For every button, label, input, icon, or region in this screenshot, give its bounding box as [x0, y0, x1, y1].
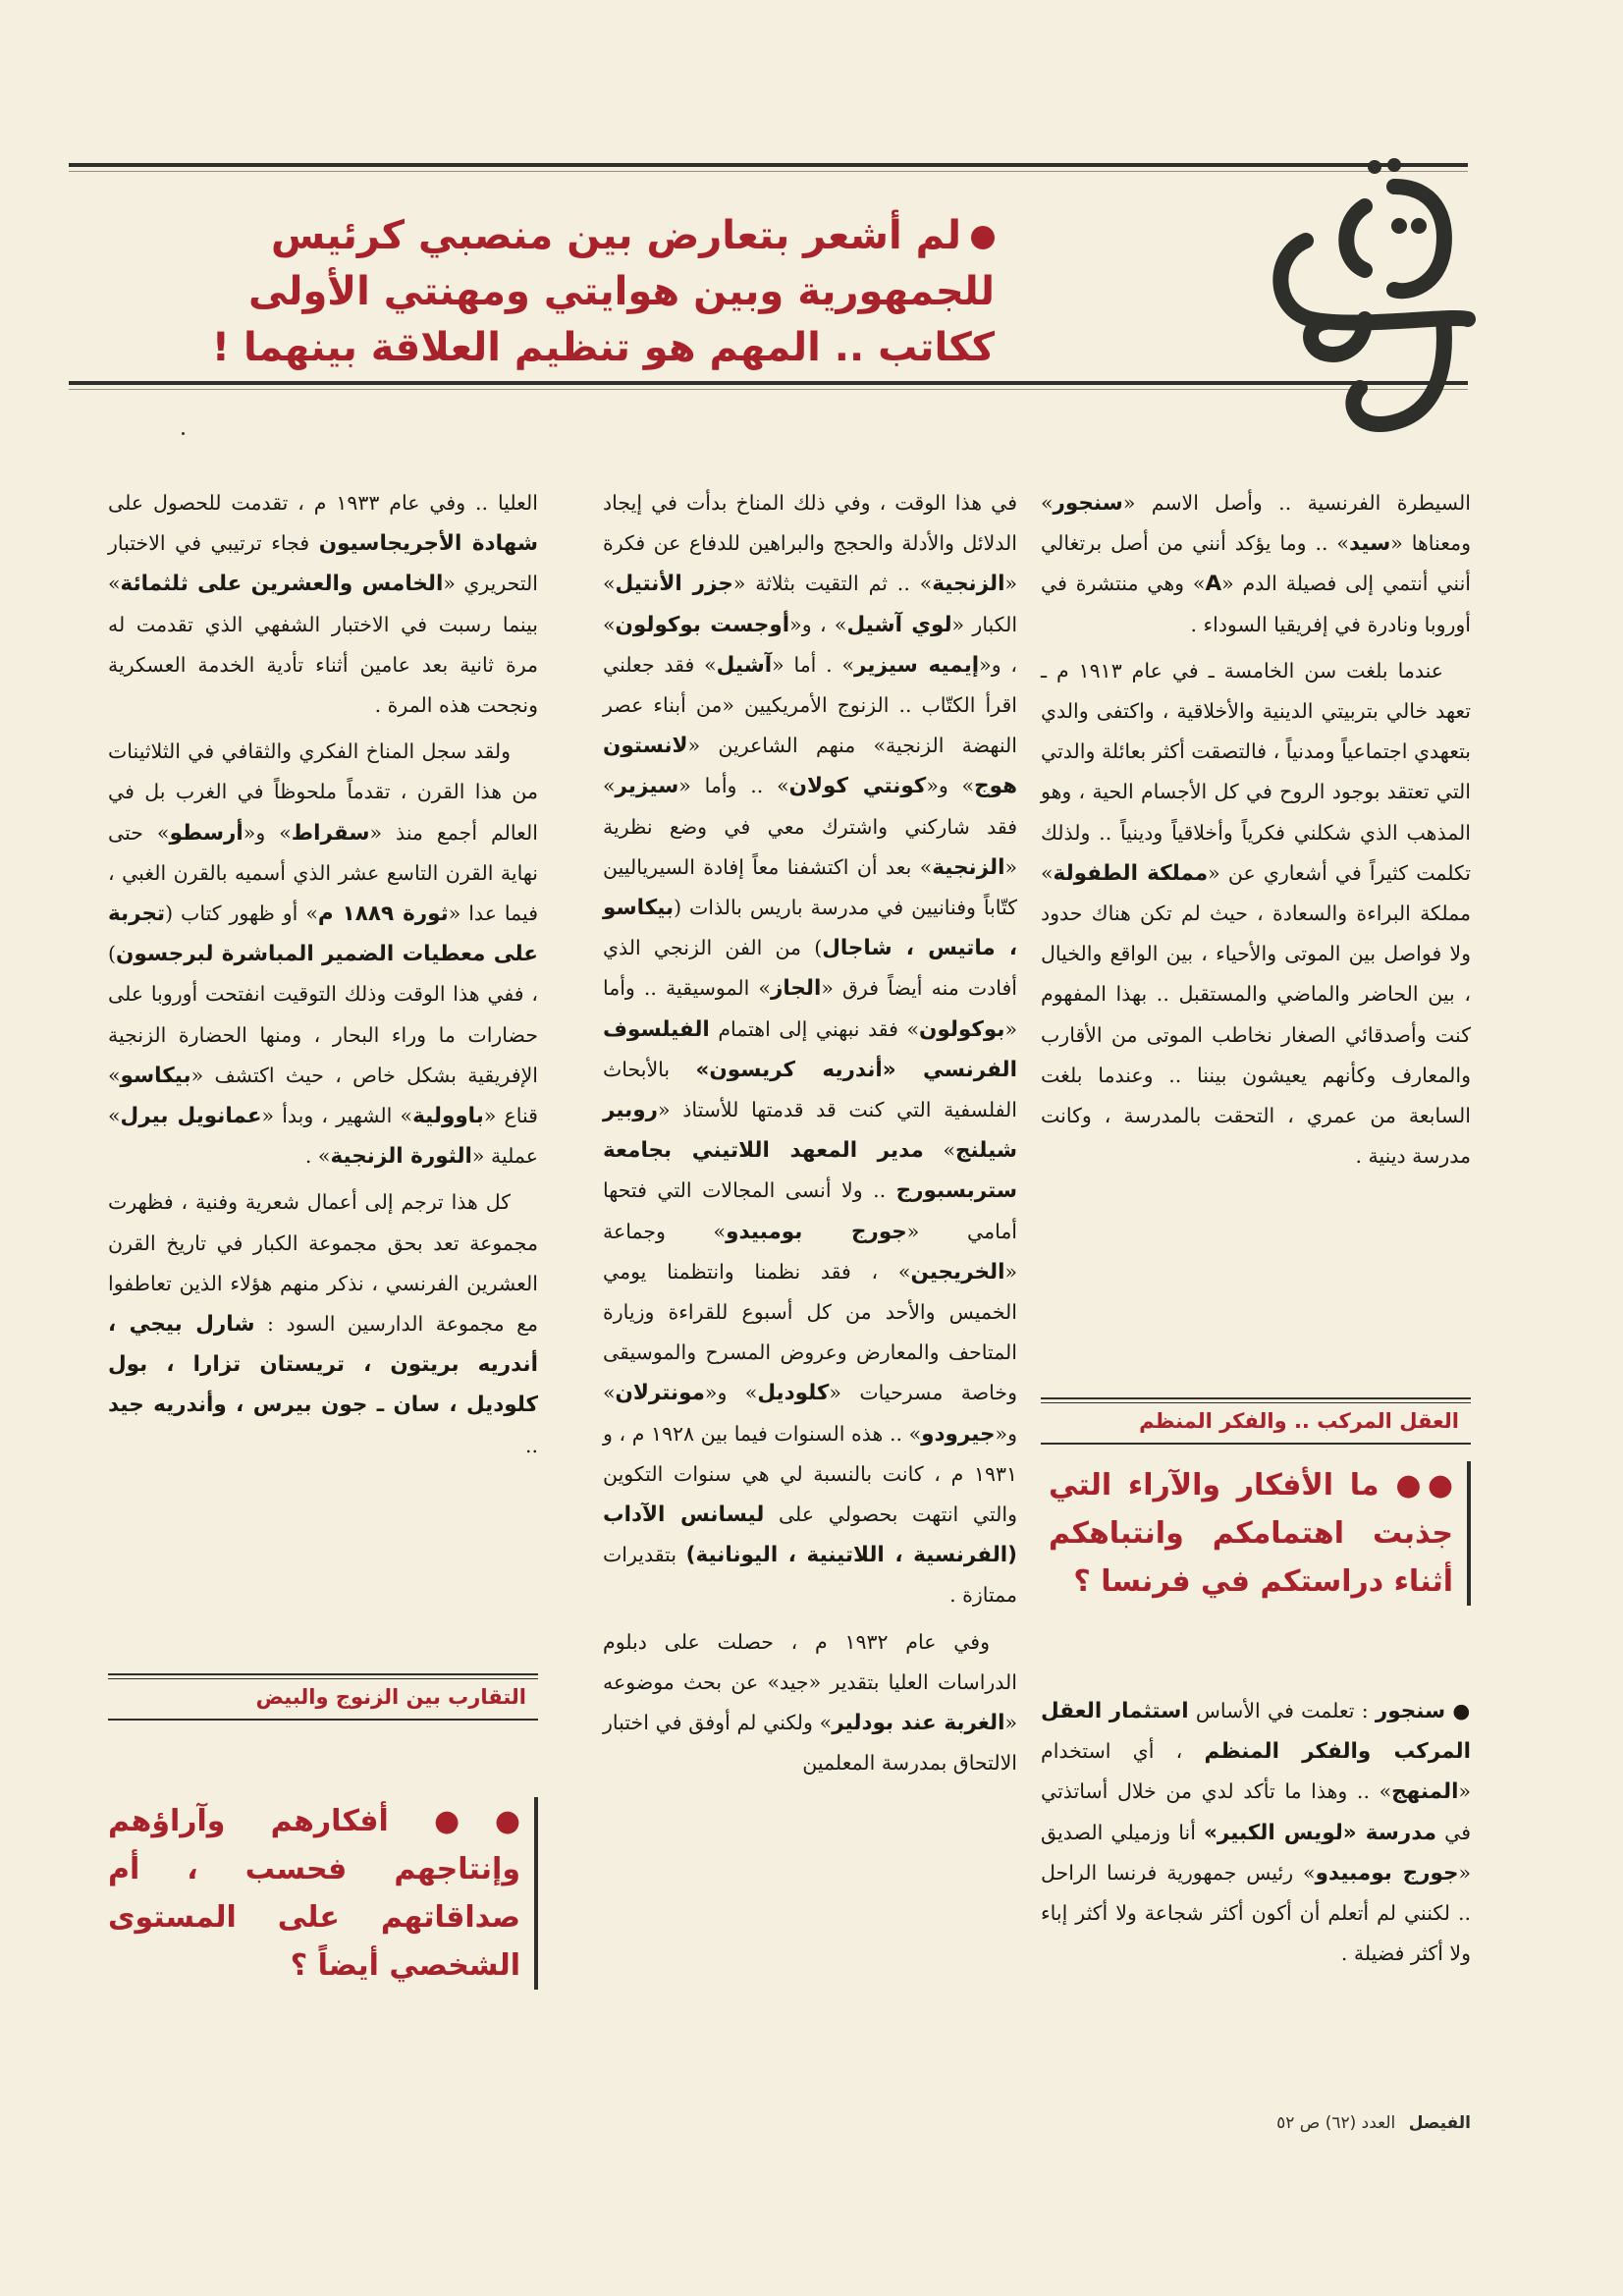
body-text: » ، فقد نظمنا وانتظمنا يومي الخميس والأحد من كل أسبوع للقراءة وزيارة المتاحف والمعارض وعروض المسرح والموسيقى وخاصة مسرحيات « [603, 1259, 1017, 1405]
body-text: » مملكة البراءة والسعادة ، حيث لم تكن هناك حدود ولا فواصل بين الموتى والأحياء ، بين الواقع والخيال ، بين الحاضر والماضي والمستقبل .. بهذا المفهوم كنت وأصدقائي الصغار نخاطب الموتى من الأقارب والمعارف وكأنهم يعيشون بيننا .. وعندما بلغت السابعة من عمري ، التحقت بالمدرسة ، وكانت مدرسة دينية . [1041, 860, 1471, 1169]
body-text: وفي عام ١٩٣٢ م ، حصلت على دبلوم الدراسات العليا بتقدير «جيد» عن بحث موضوعه « [603, 1629, 1017, 1735]
body-text: » حتى نهاية القرن التاسع عشر الذي أسميه بالقرن الغبي ، فيما عدا « [108, 820, 538, 926]
issue-page-number: العدد (٦٢) ص ٥٢ [1276, 2113, 1396, 2133]
body-text: » بينما رسبت في الاختبار الشفهي الذي تقدمت له مرة ثانية بعد عامين أثناء تأدية الخدمة العسكرية ونجحت هذه المرة . [108, 572, 538, 718]
emphasis-text: سيزير [615, 774, 679, 799]
emphasis-text: سنجور [1053, 491, 1123, 516]
emphasis-text: شهادة الأجريجاسيون [318, 531, 538, 557]
body-text: فجاء ترتيبي في الاختبار التحريري « [108, 531, 538, 596]
body-text: » الموسيقية .. وأما « [603, 976, 1017, 1041]
section-heading-right [1041, 1397, 1471, 1445]
emphasis-text: جورج بومبيدو [1315, 1860, 1459, 1886]
column-middle [603, 483, 1017, 1790]
emphasis-text: مدرسة «لويس الكبير» [1203, 1820, 1437, 1845]
emphasis-text: الزنجية [932, 572, 1005, 597]
emphasis-text: الفيلسوف الفرنسي «أندريه كريسون» [603, 1016, 1017, 1082]
body-text: في هذا الوقت ، وفي ذلك المناخ بدأت في إيجاد الدلائل والأدلة والحجج والبراهين للدفاع عن فكرة « [603, 491, 1017, 596]
emphasis-text: الغربة عند بودلير [832, 1711, 1005, 1736]
emphasis-text: استثمار العقل المركب والفكر المنظم [1041, 1699, 1471, 1765]
emphasis-text: إيميه سيزير [854, 652, 980, 678]
headline-line [91, 320, 995, 376]
section-heading-right-text: العقل المركب .. والفكر المنظم [1139, 1409, 1459, 1433]
body-text: » الكبار « [603, 572, 1018, 636]
print-speck [182, 432, 185, 435]
emphasis-text: الزنجية [932, 854, 1005, 880]
body-text: بالأبحاث الفلسفية التي كنت قد قدمتها للأستاذ « [603, 1057, 1017, 1122]
body-text: » فقد شاركني واشترك معي في وضع نظرية « [603, 774, 1017, 879]
headline-line [91, 264, 995, 320]
emphasis-text: أرسطو [169, 820, 243, 846]
headline-line-2: للجمهورية وبين هوايتي ومهنتي الأولى [247, 269, 995, 314]
magazine-name: الفيصل [1408, 2113, 1471, 2133]
section-heading-left [108, 1673, 538, 1721]
emphasis-text: عمانويل بيرل [120, 1104, 262, 1129]
emphasis-text: جيرودو [921, 1421, 996, 1447]
body-text: » الشهير ، وبدأ « [261, 1104, 413, 1128]
section-logo-icon [1247, 147, 1488, 442]
headline-line-3: ككاتب .. المهم هو تنظيم العلاقة بينهما ! [211, 325, 995, 370]
paragraph [108, 732, 538, 1176]
body-text: » .. وما يؤكد أنني من أصل برتغالي أنني أنتمي إلى فصيلة الدم « [1041, 531, 1472, 596]
body-text: » ، و« [789, 612, 847, 636]
emphasis-text: كونتي كولان [788, 774, 927, 799]
body-text: كل هذا ترجم إلى أعمال شعرية وفنية ، فظهرت مجموعة تعد بحق مجموعة الكبار في تاريخ القرن العشرين الفرنسي ، نذكر منهم هؤلاء الذين تعاطفوا مع مجموعة الدارسين السود : [108, 1190, 538, 1337]
headline [91, 208, 995, 376]
emphasis-text: ثورة ١٨٨٩ م [317, 902, 449, 927]
body-text: بتقديرات ممتازة . [603, 1543, 1017, 1608]
emphasis-text: بيكاسو [120, 1063, 191, 1088]
emphasis-text: الخامس والعشرين على ثلثمائة [120, 572, 444, 597]
emphasis-text: بيكاسو ، ماتيس ، شاجال [603, 896, 1018, 961]
emphasis-text: لوي آشيل [846, 612, 952, 637]
body-text: » و« [704, 1381, 758, 1405]
bullet-icon [971, 226, 995, 249]
body-text: .. [524, 1433, 538, 1457]
body-text: » و« [926, 774, 975, 798]
emphasis-text: بوكولون [919, 1016, 1005, 1042]
emphasis-text: ليسانس الآداب (الفرنسية ، اللاتينية ، اليونانية) [603, 1503, 1017, 1568]
emphasis-text: كلوديل [757, 1381, 830, 1406]
paragraph [1041, 483, 1471, 645]
headline-line-1: لم أشعر بتعارض بين منصبي كرئيس [271, 213, 961, 258]
body-text: » بعد أن اكتشفنا معاً إفادة السيرياليين كتّاباً وفنانيين في مدرسة باريس بالذات ( [603, 854, 1017, 920]
paragraph [603, 483, 1017, 1616]
body-text: العليا .. وفي عام ١٩٣٣ م ، تقدمت للحصول على [108, 491, 538, 515]
body-text: » أو ظهور كتاب ( [165, 902, 318, 926]
column-left [108, 483, 538, 1472]
emphasis-text: الجاز [770, 976, 822, 1002]
body-text: » فقد جعلني اقرأ الكتّاب .. الزنوج الأمريكيين «من أبناء عصر النهضة الزنجية» منهم الشاعرين « [603, 652, 1017, 758]
body-text: ) من الفن الزنجي الذي أفادت منه أيضاً فرق « [603, 936, 1017, 1001]
body-text: » .. هذه السنوات فيما بين ١٩٢٨ م ، و ١٩٣١ م ، كانت بالنسبة لي هي سنوات التكوين والتي انتهت بحصولي على [603, 1421, 1017, 1527]
body-text: السيطرة الفرنسية .. وأصل الاسم « [1122, 491, 1471, 515]
body-text: » و« [603, 1381, 1017, 1446]
emphasis-text: روبير شيلنج [603, 1098, 1017, 1164]
emphasis-text: آشيل [716, 652, 773, 678]
body-text: .. ولا أنسى المجالات التي فتحها أمامي « [603, 1178, 1017, 1243]
emphasis-text: الثورة الزنجية [330, 1144, 472, 1170]
emphasis-text: المنهج [1391, 1779, 1459, 1805]
body-text: » رئيس جمهورية فرنسا الراحل .. لكنني لم أتعلم أن أكون أكثر شجاعة ولا أكثر إباء ولا أكثر فضيلة . [1041, 1860, 1471, 1966]
body-text: » و« [243, 820, 292, 845]
column-right [1041, 483, 1471, 1182]
emphasis-text: شارل بيجي ، أندريه بريتون ، تريستان تزارا ، بول كلوديل ، سان ـ جون بيرس ، وأندريه جيد [108, 1312, 538, 1418]
body-text: » [923, 1138, 956, 1163]
headline-line [91, 208, 995, 264]
body-text: » عملية « [108, 1104, 538, 1169]
emphasis-text: تجربة على معطيات الضمير المباشرة لبرجسون [108, 902, 538, 967]
body-text: أنا وزميلي الصديق « [1041, 1820, 1471, 1885]
paragraph [108, 1182, 538, 1465]
paragraph [603, 1622, 1017, 1784]
body-text: » وهي منتشرة في أوروبا ونادرة في إفريقيا السوداء . [1041, 572, 1471, 636]
body-text: ) ، ففي هذا الوقت وذلك التوقيت انفتحت أوروبا على حضارات ما وراء البحار ، ومنها الحضارة الزنجية الإفريقية بشكل خاص ، حيث اكتشف « [108, 942, 538, 1087]
emphasis-text: أوجست بوكولون [615, 612, 790, 637]
body-text: ، أي استخدام « [1041, 1739, 1471, 1804]
body-text: » . أما « [772, 652, 854, 677]
emphasis-text: لانستون هوج [603, 734, 1017, 799]
emphasis-text: جورج بومبيدو [726, 1219, 907, 1244]
page-footer [1276, 2113, 1471, 2133]
body-text: ● [1445, 1699, 1472, 1722]
emphasis-text: مملكة الطفولة [1053, 860, 1209, 886]
body-text: » .. وهذا ما تأكد لدي من خلال أساتذتي في [1041, 1779, 1471, 1844]
emphasis-text: مونترلان [615, 1381, 705, 1406]
body-text: » فقد نبهني إلى اهتمام [709, 1016, 919, 1041]
interview-question-left: ●● أفكارهم وآراؤهم وإنتاجهم فحسب ، أم صداقاتهم على المستوى الشخصي أيضاً ؟ [108, 1797, 538, 1990]
body-text: ولقد سجل المناخ الفكري والثقافي في الثلاثينات من هذا القرن ، تقدماً ملحوظاً في الغرب بل في العالم أجمع منذ « [108, 739, 538, 845]
emphasis-text: باوولية [412, 1104, 484, 1129]
body-text: » ومعناها « [1041, 491, 1471, 556]
body-text: » .. ثم التقيت بثلاثة « [732, 572, 933, 596]
body-text: » ، و« [603, 612, 1018, 677]
body-text: : تعلمت في الأساس [1188, 1699, 1376, 1722]
body-text: » ولكني لم أوفق في اختبار الالتحاق بمدرسة المعلمين [603, 1711, 1017, 1776]
body-text: » . [304, 1144, 331, 1169]
section-heading-left-text: التقارب بين الزنوج والبيض [255, 1685, 526, 1709]
emphasis-text: جزر الأنتيل [615, 572, 733, 597]
body-text: » قناع « [108, 1063, 538, 1128]
paragraph [108, 483, 538, 726]
body-text: » .. وأما « [678, 774, 789, 798]
body-text: عندما بلغت سن الخامسة ـ في عام ١٩١٣ م ـ تعهد خالي بتربيتي الدينية والأخلاقية ، واكتفى والدي بتعهدي اجتماعياً ومدنياً ، فالتصقت أكثر بعائلة والدتي التي تعتقد بوجود الروح في كل الأجسام الحية ، وهو المذهب الذي شكلني فكرياً وأخلاقياً ودينياً .. ولذلك تكلمت كثيراً في أشعاري عن « [1041, 658, 1472, 885]
emphasis-text: سقراط [291, 820, 370, 846]
emphasis-text: A [1205, 572, 1222, 597]
emphasis-text: الخريجين [910, 1259, 1005, 1285]
emphasis-text: سنجور [1375, 1699, 1446, 1723]
paragraph [1041, 651, 1471, 1177]
interview-answer-right [1041, 1691, 1471, 1974]
body-text: » وجماعة « [603, 1219, 1017, 1284]
interview-question-right: ●● ما الأفكار والآراء التي جذبت اهتمامكم وانتباهكم أثناء دراستكم في فرنسا ؟ [1049, 1461, 1471, 1606]
emphasis-text: مدير المعهد اللاتيني بجامعة ستربسبورج [603, 1138, 1017, 1204]
emphasis-text: سيد [1348, 531, 1391, 557]
